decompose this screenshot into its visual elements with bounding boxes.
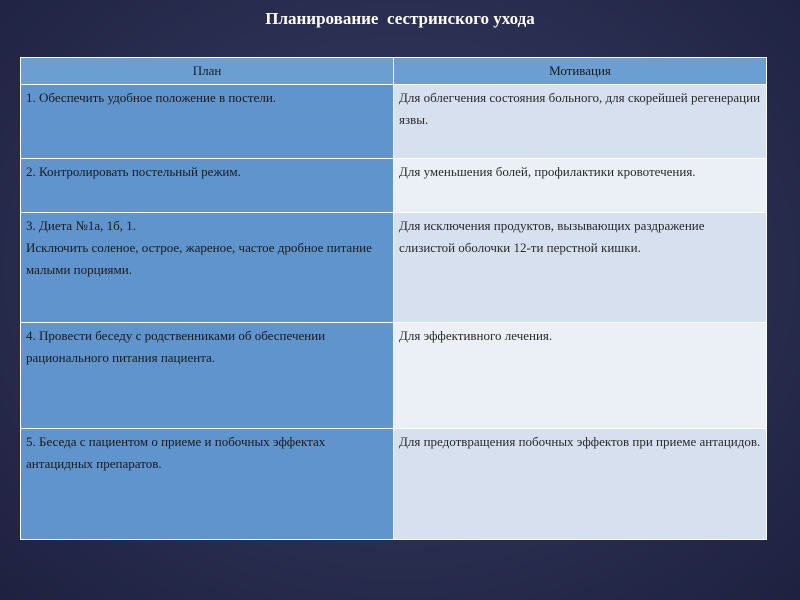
motivation-cell: Для предотвращения побочных эффектов при приеме антацидов.	[394, 429, 767, 540]
slide-title: Планирование сестринского ухода	[265, 9, 535, 28]
plan-cell	[21, 159, 394, 213]
plan-cell	[21, 213, 394, 323]
plan-cell	[21, 85, 394, 159]
care-plan-table	[20, 57, 767, 540]
plan-text: 5. Беседа с пациентом о приеме и побочных эффектах антацидных препаратов.	[26, 434, 326, 471]
plan-text: 1. Обеспечить удобное положение в постели.	[26, 90, 277, 105]
header-plan: План	[21, 58, 394, 85]
table-row	[21, 213, 767, 323]
motivation-cell: Для уменьшения болей, профилактики кровотечения.	[394, 159, 767, 213]
table-row	[21, 323, 767, 429]
plan-text: 2. Контролировать постельный режим.	[26, 164, 241, 179]
motivation-cell: Для эффективного лечения.	[394, 323, 767, 429]
table-row	[21, 85, 767, 159]
motivation-cell: Для облегчения состояния больного, для скорейшей регенерации язвы.	[394, 85, 767, 159]
table-header-row	[21, 58, 767, 85]
plan-text: 3. Диета №1а, 1б, 1.	[26, 218, 136, 233]
table-row	[21, 429, 767, 540]
plan-text: Исключить соленое, острое, жареное, частое дробное питание малыми порциями.	[26, 240, 372, 277]
header-motivation: Мотивация	[394, 58, 767, 85]
table-row	[21, 159, 767, 213]
plan-text: 4. Провести беседу с родственниками об обеспечении рационального питания пациента.	[26, 328, 326, 365]
plan-cell	[21, 429, 394, 540]
plan-cell	[21, 323, 394, 429]
motivation-cell: Для исключения продуктов, вызывающих раздражение слизистой оболочки 12-ти перстной кишки.	[394, 213, 767, 323]
